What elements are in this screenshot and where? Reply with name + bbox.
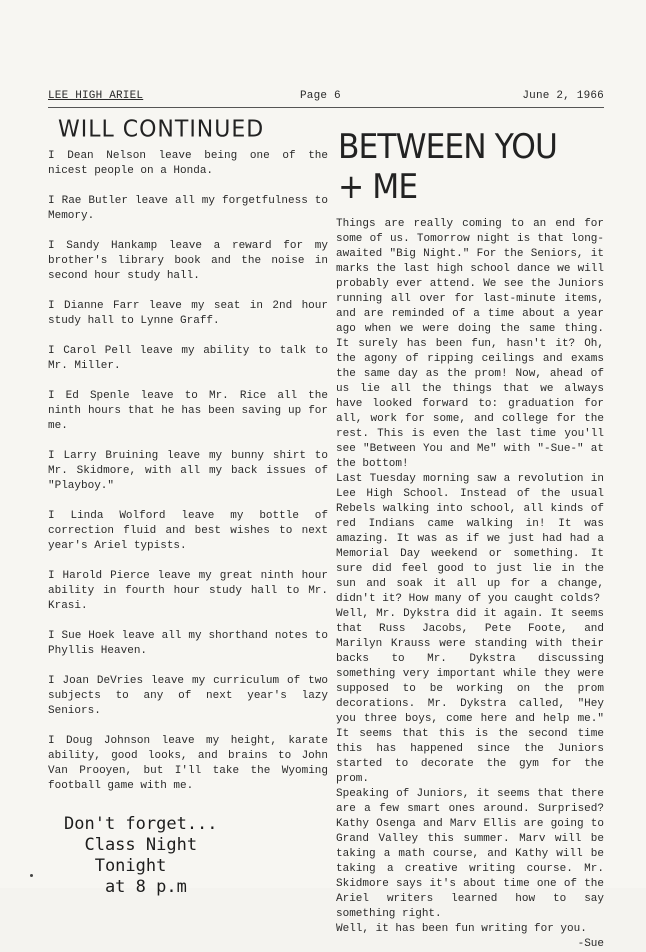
will-entry: I Sandy Hankamp leave a reward for my brother's library book and the noise in second hour study hall. bbox=[48, 240, 328, 282]
author-signature: -Sue bbox=[577, 938, 604, 950]
column-paragraph: Well, Mr. Dykstra did it again. It seems that Russ Jacobs, Pete Foote, and Marilyn Krauss were standing with their backs to Mr. Dykstra discussing something very important while they were supposed to be working on the prom decorations. Mr. Dykstra called, "Hey you three boys, come here and help me." It seems that this is the second time this has happened since the Juniors started to decorate the gym for the prom. bbox=[336, 608, 604, 785]
column-paragraph: Well, it has been fun writing for you. bbox=[336, 923, 587, 935]
between-you-and-me-title: BETWEEN YOU + ME bbox=[338, 127, 557, 207]
will-entry: I Rae Butler leave all my forgetfulness to Memory. bbox=[48, 195, 328, 222]
page-number: Page 6 bbox=[300, 90, 341, 102]
header-rule bbox=[48, 107, 604, 108]
paper-name: LEE HIGH ARIEL bbox=[48, 90, 144, 102]
will-entry: I Joan DeVries leave my curriculum of two subjects to any of next year's lazy Seniors. bbox=[48, 675, 328, 717]
class-night-notice: Don't forget... Class Night Tonight at 8 p.m bbox=[64, 814, 218, 897]
stray-mark bbox=[30, 874, 33, 877]
will-entry: I Doug Johnson leave my height, karate ability, good looks, and brains to John Van Prooyen, but I'll take the Wyoming football game with me. bbox=[48, 735, 328, 792]
will-entry: I Ed Spenle leave to Mr. Rice all the ninth hours that he has been saving up for me. bbox=[48, 390, 328, 432]
will-entry: I Harold Pierce leave my great ninth hour ability in fourth hour study hall to Mr. Krasi. bbox=[48, 570, 328, 612]
page-header bbox=[48, 90, 604, 106]
column-paragraph: Things are really coming to an end for some of us. Tomorrow night is that long-awaited "Big Night." For the Seniors, it marks the last high school dance we will probably ever attend. We see the Juniors running all over for last-minute items, and are reminded of a time about a year ago when we were doing the same thing. It surely has been fun, hasn't it? Oh, the agony of ripping ceilings and exams the same day as the prom! Now, ahead of us lie all the things that we always have looked forward to: graduation for all, work for some, and college for the rest. This is even the last time you'll see "Between You and Me" with "-Sue-" at the bottom! bbox=[336, 218, 604, 470]
issue-date: June 2, 1966 bbox=[522, 90, 604, 102]
will-entry: I Dean Nelson leave being one of the nicest people on a Honda. bbox=[48, 150, 328, 177]
will-entry: I Carol Pell leave my ability to talk to Mr. Miller. bbox=[48, 345, 328, 372]
column-paragraph: Last Tuesday morning saw a revolution in Lee High School. Instead of the usual Rebels walking into school, all kinds of red Indians came walking in! It was amazing. It was as if we just had had a Memorial Day weekend or something. It sure did feel good to just lie in the sun and soak it all up for a change, didn't it? How many of you caught colds? bbox=[336, 473, 604, 605]
column-paragraph: Speaking of Juniors, it seems that there are a few smart ones around. Surprised? Kathy Osenga and Marv Ellis are going to Grand Valley this summer. Marv will be taking a math course, and Kathy will be taking a creative writing course. Mr. Skidmore says it's about time one of the Ariel writers learned how to say something right. bbox=[336, 788, 604, 920]
will-continued-title: WILL CONTINUED bbox=[58, 116, 265, 143]
will-entry: I Linda Wolford leave my bottle of correction fluid and best wishes to next year's Ariel typists. bbox=[48, 510, 328, 552]
will-entry: I Dianne Farr leave my seat in 2nd hour study hall to Lynne Graff. bbox=[48, 300, 328, 327]
will-continued-column bbox=[48, 117, 328, 898]
will-entry: I Sue Hoek leave all my shorthand notes to Phyllis Heaven. bbox=[48, 630, 328, 657]
will-entry: I Larry Bruining leave my bunny shirt to Mr. Skidmore, with all my back issues of "Playboy." bbox=[48, 450, 328, 492]
between-you-and-me-column bbox=[336, 127, 604, 952]
